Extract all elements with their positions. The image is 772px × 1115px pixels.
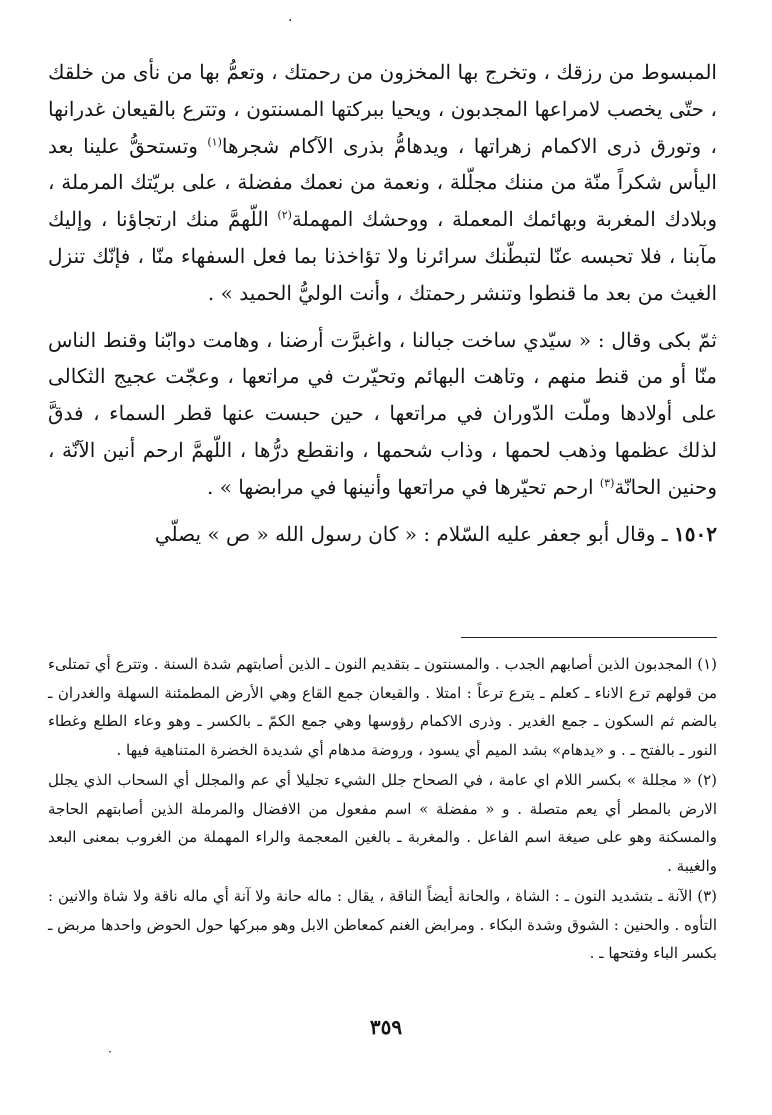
- bottom-mark: ·: [108, 1045, 112, 1059]
- para2-text-b: ارحم تحيّرها في مراتعها وأنينها في مرابضها » .: [206, 474, 600, 499]
- footnote-3: (٣) الآنة ـ بتشديد النون ـ : الشاة ، والحانة أيضاً الناقة ، يقال : ماله حانة ولا آنة أي ماله ناقة ولا شاة والانين : التأوه . والحنين : الشوق وشدة البكاء . ومرابض الغنم كمعاطن الابل وهو مبركها حول الحوض واحدها مربض ـ بكسر الباء وفتحها ـ .: [48, 887, 717, 962]
- para2-text-a: ثمّ بكى وقال : « سيّدي ساخت جبالنا ، واغبرَّت أرضنا ، وهامت دوابّنا وقنط الناس منّا أو من قنط منهم ، وتاهت البهائم وتحيّرت في مراتعها ، وعجّت عجيج الثكالى على أولادها وملّت الدّوران في مراتعها ، حين حبست عنها قطر السماء ، فدقَّ لذلك عظمها وذهب لحمها ، وذاب شحمها ، وانقطع درُّها ، اللّهمَّ ارحم أنين الآنّة ، وحنين الحانّة: [48, 327, 717, 499]
- body-paragraph-1: [48, 54, 717, 312]
- hadith-number: ١٥٠٢: [674, 521, 717, 546]
- para1-text-b: وتستحقُّ علينا بعد اليأس شكراً منّة من مننك مجلّلة ، ونعمة من نعمك مفضلة ، على بريّتك المرملة ، وبلادك المغربة وبهائمك المعملة ، ووحشك المهملة: [48, 133, 717, 232]
- top-mark: ·: [288, 13, 293, 29]
- hadith-text: ـ وقال أبو جعفر عليه السّلام : « كان رسول الله « ص » يصلّي: [154, 521, 675, 546]
- footnote-ref-1[interactable]: (١): [207, 134, 222, 148]
- footnotes: [48, 650, 717, 968]
- footnote-ref-2[interactable]: (٢): [277, 208, 292, 222]
- para1-text-a: المبسوط من رزقك ، وتخرج بها المخزون من رحمتك ، وتعمُّ بها من نأى من خلقك ، حتّى يخصب لامراعها المجدبون ، ويحيا ببركتها المسنتون ، وتترع بالقيعان غدرانها ، وتورق ذرى الاكمام زهراتها ، ويدهامُّ بذرى الآكام شجرها: [48, 60, 717, 158]
- para1-text-c: اللّهمَّ منك ارتجاؤنا ، وإليك مآبنا ، فلا تحبسه عنّا لتبطّنك سرائرنا ولا تؤاخذنا بما فعل السفهاء منّا ، فإنّك تنزل الغيث من بعد ما قنطوا وتنشر رحمتك ، وأنت الوليُّ الحميد » .: [48, 207, 717, 305]
- footnote-1: (١) المجدبون الذين أصابهم الجدب . والمسنتون ـ بتقديم النون ـ الذين أصابتهم شدة السنة . وتترع أي تمتلىء من قولهم ترع الاناء ـ كعلم ـ يترع ترعاً : امتلا . والقيعان جمع القاع وهي الأرض المطمئنة السهلة والغدران ـ بالضم ثم السكون ـ جمع الغدير . وذرى الاكمام رؤوسها وهي جمع الكمّ ـ بالكسر ـ وهو وعاء الطلع وغطاء النور ـ بالفتح ـ . و «يدهام» بشد الميم أي يسود ، وروضة مدهام أي شديدة الخضرة المتناهية فيها .: [48, 655, 717, 759]
- body-paragraph-2: [48, 322, 717, 506]
- page-number: ٣٥٩: [369, 1015, 403, 1039]
- hadith-1502: [48, 516, 717, 553]
- footnote-separator: [461, 637, 717, 638]
- footnote-2: (٢) « مجللة » بكسر اللام اي عامة ، في الصحاح جلل الشيء تجليلا أي عم والمجلل أي السحاب الذي يجلل الارض بالمطر أي يعم متصلة . و « مفضلة » اسم مفعول من الافضال والمرملة الذين أصابتهم الحاجة والمسكنة وهو على صيغة اسم الفاعل . والمغربة ـ بالغين المعجمة والراء المهملة من الغروب بمعنى البعد والغيبة .: [48, 771, 717, 875]
- footnote-ref-3[interactable]: (٣): [599, 476, 615, 490]
- main-text: [48, 54, 717, 552]
